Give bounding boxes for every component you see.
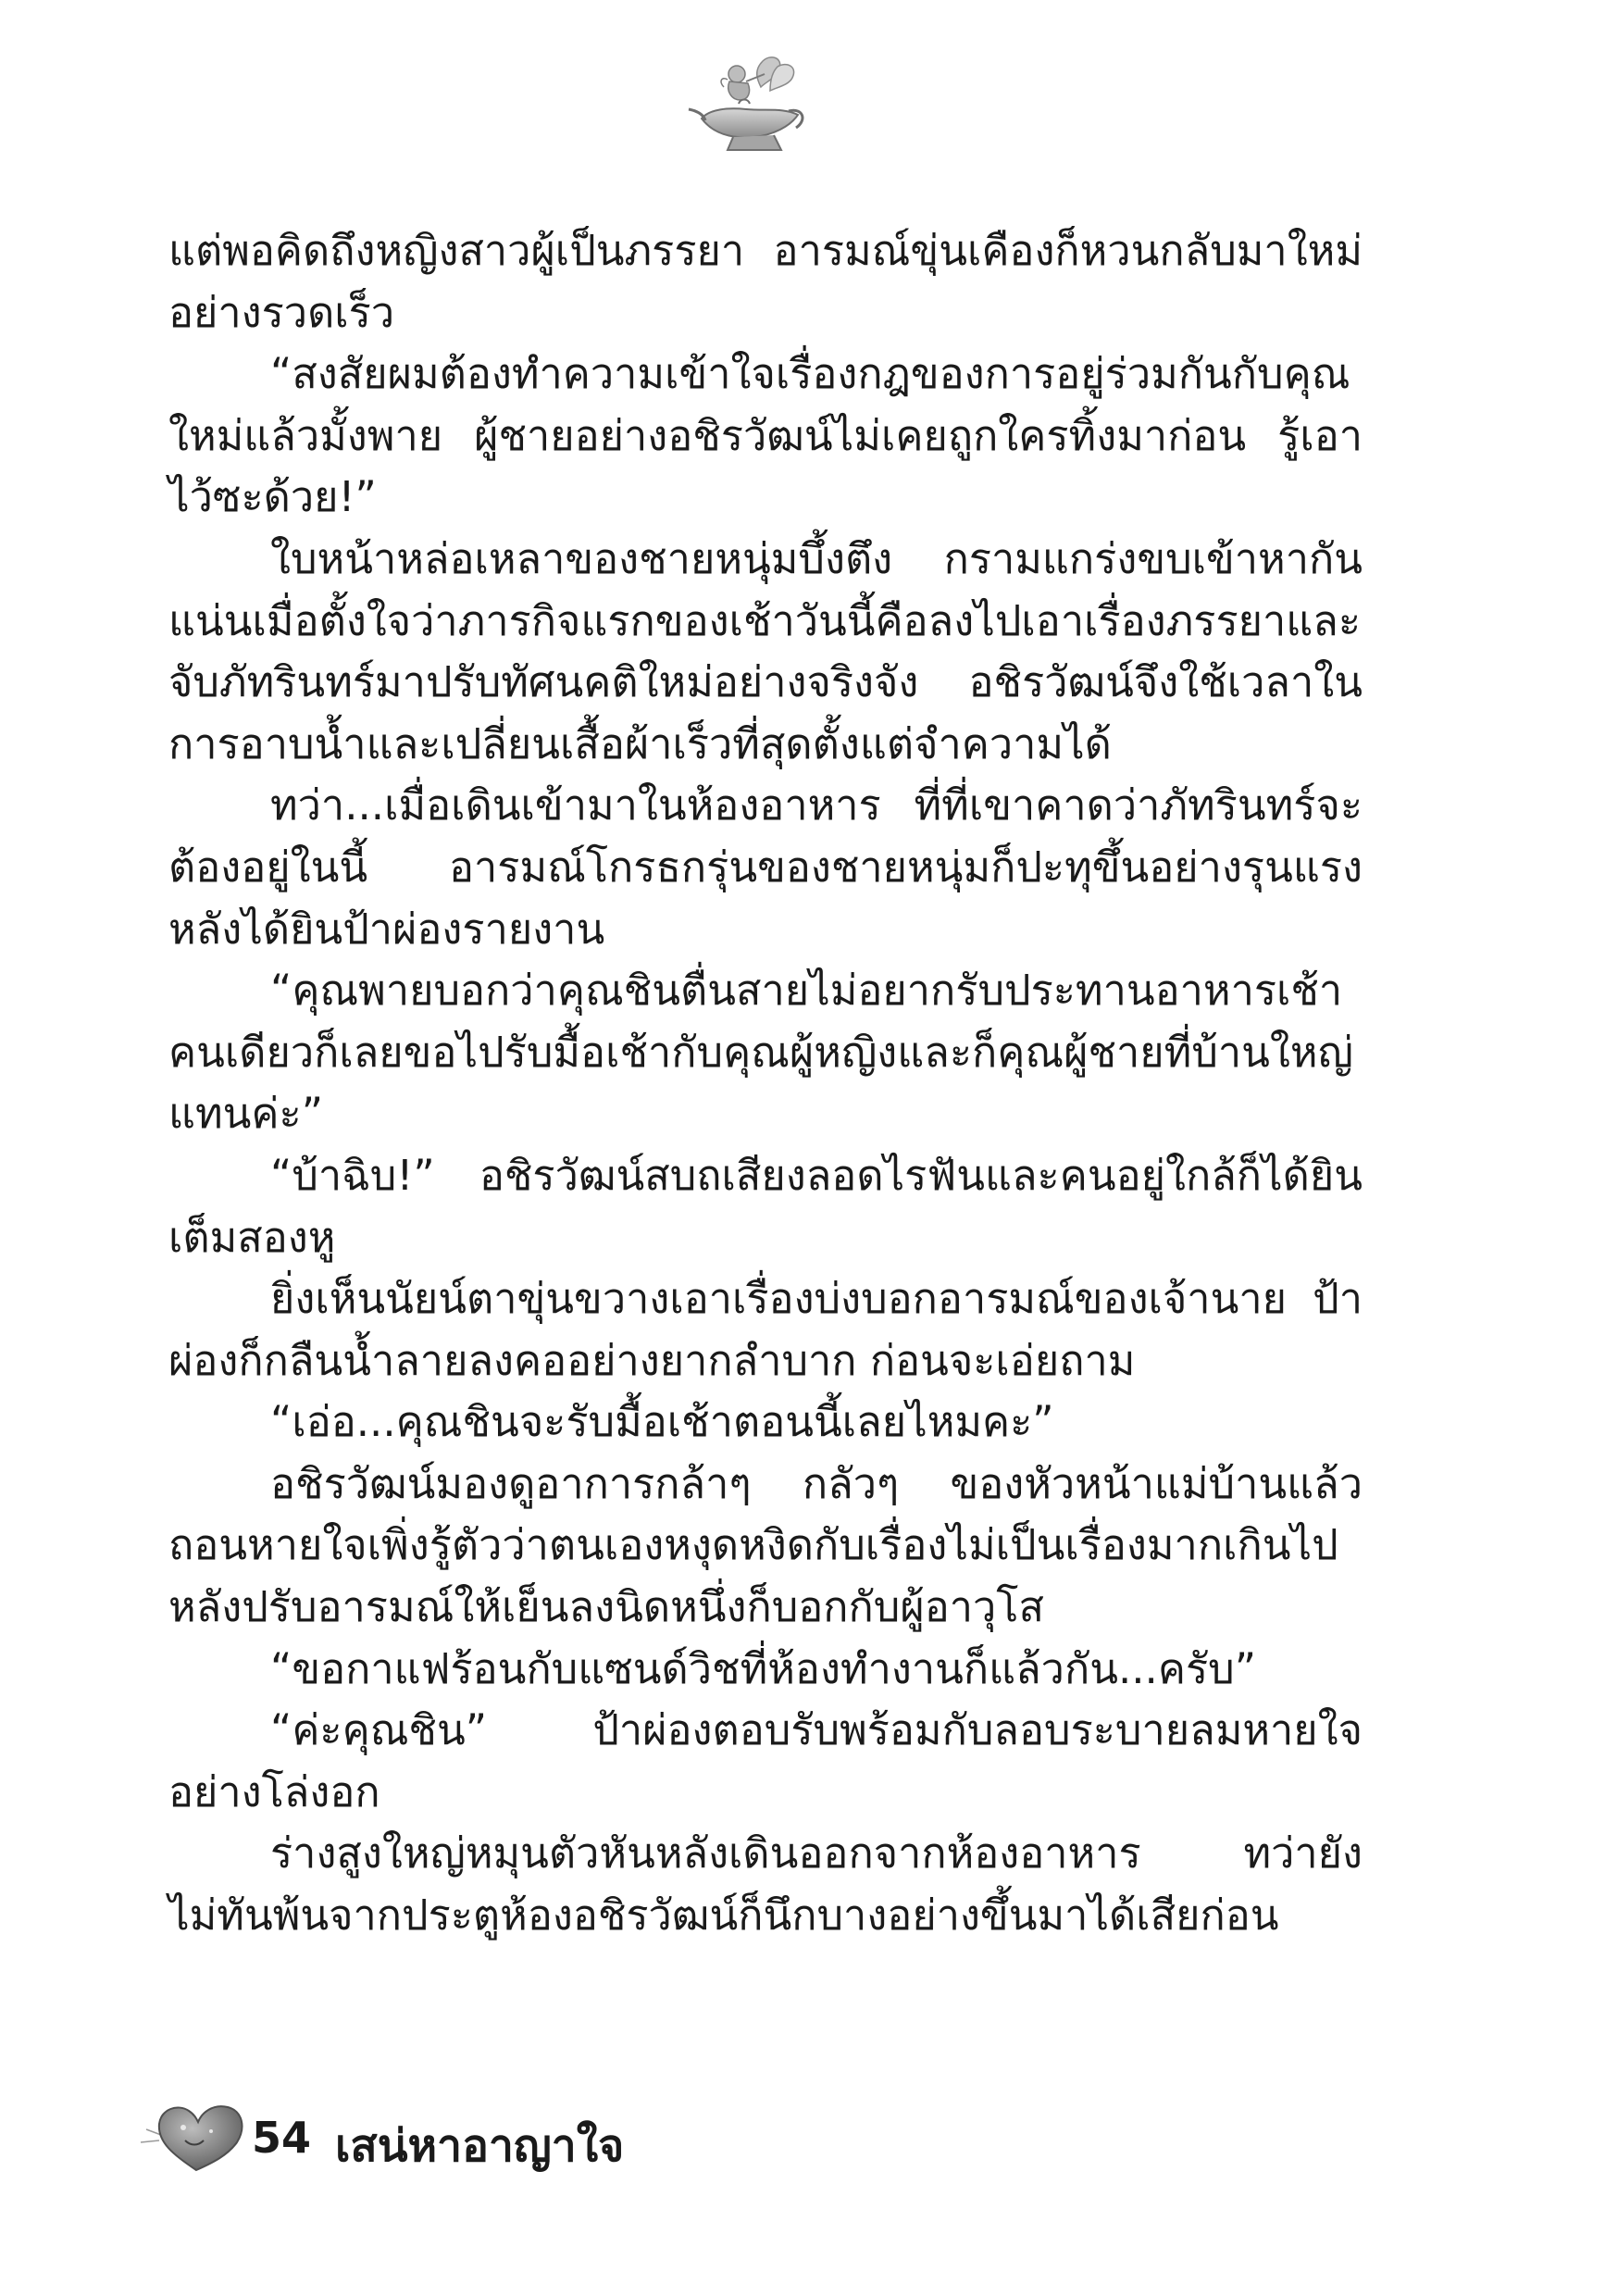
paragraph: “บ้าฉิบ!” อชิรวัฒน์สบถเสียงลอดไรฟันและคนอยู่ใกล้ก็ได้ยินเต็มสองหู [168,1150,1363,1262]
paragraph: ร่างสูงใหญ่หมุนตัวหันหลังเดินออกจากห้องอาหาร ทว่ายังไม่ทันพ้นจากประตูห้องอชิรวัฒน์ก็นึกบางอย่างขึ้นมาได้เสียก่อน [168,1828,1363,1940]
paragraph: “สงสัยผมต้องทำความเข้าใจเรื่องกฎของการอยู่ร่วมกันกับคุณใหม่แล้วมั้งพาย ผู้ชายอย่างอชิรวัฒน์ไม่เคยถูกใครทิ้งมาก่อน รู้เอาไว้ซะด้วย!” [168,349,1363,522]
page-number: 54 [252,2113,312,2163]
paragraph: ทว่า...เมื่อเดินเข้ามาในห้องอาหาร ที่ที่เขาคาดว่าภัทรินทร์จะต้องอยู่ในนี้ อารมณ์โกรธกรุ่นของชายหนุ่มก็ปะทุขึ้นอย่างรุนแรงหลังได้ยินป้าผ่องรายงาน [168,780,1363,954]
paragraph: “คุณพายบอกว่าคุณชินตื่นสายไม่อยากรับประทานอาหารเช้าคนเดียวก็เลยขอไปรับมื้อเช้ากับคุณผู้หญิงและก็คุณผู้ชายที่บ้านใหญ่แทนค่ะ” [168,966,1353,1139]
body-text [168,220,1363,1947]
heart-icon [137,2089,267,2181]
cupid-lamp-icon [681,54,811,157]
book-title: เสน่หาอาญาใจ [335,2120,625,2172]
page-footer [137,2089,785,2181]
paragraph: ใบหน้าหล่อเหลาของชายหนุ่มบึ้งตึง กรามแกร่งขบเข้าหากันแน่นเมื่อตั้งใจว่าภารกิจแรกของเช้าวันนี้คือลงไปเอาเรื่องภรรยาและจับภัทรินทร์มาปรับทัศนคติใหม่อย่างจริงจัง อชิรวัฒน์จึงใช้เวลาในการอาบน้ำและเปลี่ยนเสื้อผ้าเร็วที่สุดตั้งแต่จำความได้ [168,533,1363,768]
paragraph: อชิรวัฒน์มองดูอาการกล้าๆ กลัวๆ ของหัวหน้าแม่บ้านแล้วถอนหายใจเพิ่งรู้ตัวว่าตนเองหงุดหงิดกับเรื่องไม่เป็นเรื่องมากเกินไป หลังปรับอารมณ์ให้เย็นลงนิดหนึ่งก็บอกกับผู้อาวุโส [168,1458,1363,1632]
paragraph: “ค่ะคุณชิน” ป้าผ่องตอบรับพร้อมกับลอบระบายลมหายใจอย่างโล่งอก [168,1705,1363,1816]
paragraph: ยิ่งเห็นนัยน์ตาขุ่นขวางเอาเรื่องบ่งบอกอารมณ์ของเจ้านาย ป้าผ่องก็กลืนน้ำลายลงคออย่างยากลำบาก ก่อนจะเอ่ยถาม [168,1274,1363,1385]
paragraph: “เอ่อ...คุณชินจะรับมื้อเช้าตอนนี้เลยไหมคะ” [270,1397,1054,1447]
paragraph: “ขอกาแฟร้อนกับแซนด์วิชที่ห้องทำงานก็แล้วกัน...ครับ” [270,1643,1257,1693]
paragraph: แต่พอคิดถึงหญิงสาวผู้เป็นภรรยา อารมณ์ขุ่นเคืองก็หวนกลับมาใหม่อย่างรวดเร็ว [168,226,1363,337]
